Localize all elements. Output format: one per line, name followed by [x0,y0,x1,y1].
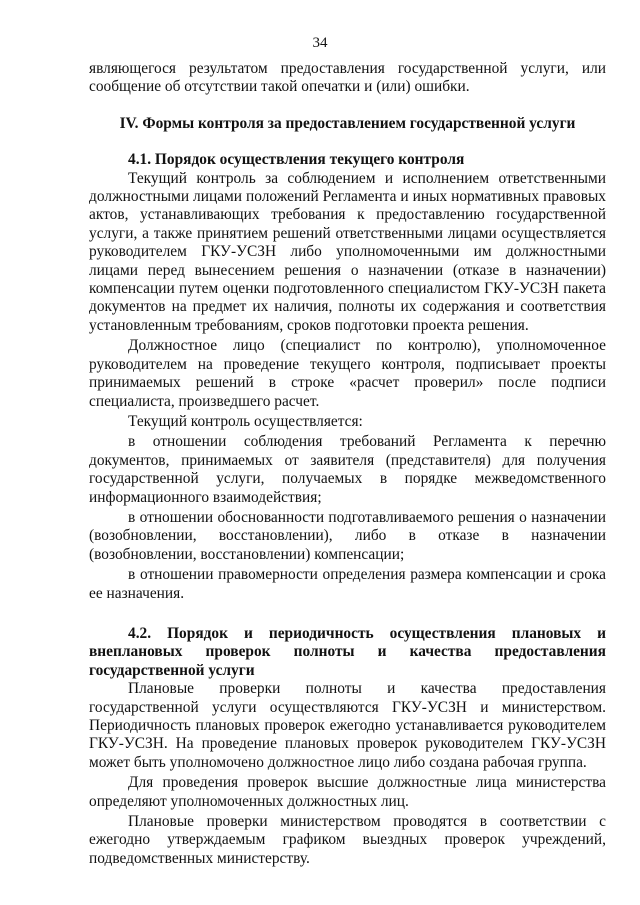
paragraph-4-2-3: Плановые проверки министерством проводятся в соответствии с ежегодно утверждаемым графиком выездных проверок учреждений, подведомственных министерству. [89,813,606,867]
paragraph-4-1-5: в отношении обоснованности подготавливаемого решения о назначении (возобновлении, восстановлении), либо в отказе в назначении (возобновлении, восстановлении) компенсации; [89,508,606,563]
subsection-4-1-heading: 4.1. Порядок осуществления текущего контроля [128,151,465,169]
paragraph-4-1-3: Текущий контроль осуществляется: [128,412,363,430]
paragraph-4-1-4: в отношении соблюдения требований Регламента к перечню документов, принимаемых от заявителя (представителя) для получения государственной услуги, получаемых в порядке межведомственного информационного взаимодействия; [89,433,606,506]
subsection-4-2-heading: 4.2. Порядок и периодичность осуществления плановых и внеплановых проверок полноты и качества предоставления государственной услуги [89,624,606,679]
paragraph-4-2-2: Для проведения проверок высшие должностные лица министерства определяют уполномоченных должностных лиц. [89,774,606,810]
intro-line-1: являющегося результатом предоставления государственной услуги, или [89,60,606,77]
section-title: IV. Формы контроля за предоставлением государственной услуги [119,114,576,132]
document-body [89,60,606,868]
paragraph-4-1-6: в отношении правомерности определения размера компенсации и срока ее назначения. [89,566,606,602]
page-number: 34 [312,35,328,51]
intro-line-2: сообщение об отсутствии такой опечатки и (или) ошибки. [89,78,470,96]
paragraph-4-2-1: Плановые проверки полноты и качества предоставления государственной услуги осуществляются ГКУ-УСЗН и министерством. Периодичность плановых проверок ежегодно устанавливается руководителем ГКУ-УСЗН. На проведение плановых проверок руководителем ГКУ-УСЗН может быть уполномочено должностное лицо либо создана рабочая группа. [89,680,606,771]
paragraph-4-1-2: Должностное лицо (специалист по контролю), уполномоченное руководителем на проведение текущего контроля, подписывает проекты принимаемых решений в строке «расчет проверил» после подписи специалиста, произведшего расчет. [89,337,606,410]
paragraph-4-1-1: Текущий контроль за соблюдением и исполнением ответственными должностными лицами положений Регламента и иных нормативных правовых актов, устанавливающих требования к предоставлению государственной услуги, а также принятием решений ответственными лицами осуществляется руководителем ГКУ-УСЗН либо уполномоченными им должностными лицами перед вынесением решения о назначении (отказе в назначении) компенсации путем оценки подготовленного специалистом ГКУ-УСЗН пакета документов на предмет их наличия, полноты их содержания и соответствия установленным требованиям, сроков подготовки проекта решения. [89,169,606,334]
